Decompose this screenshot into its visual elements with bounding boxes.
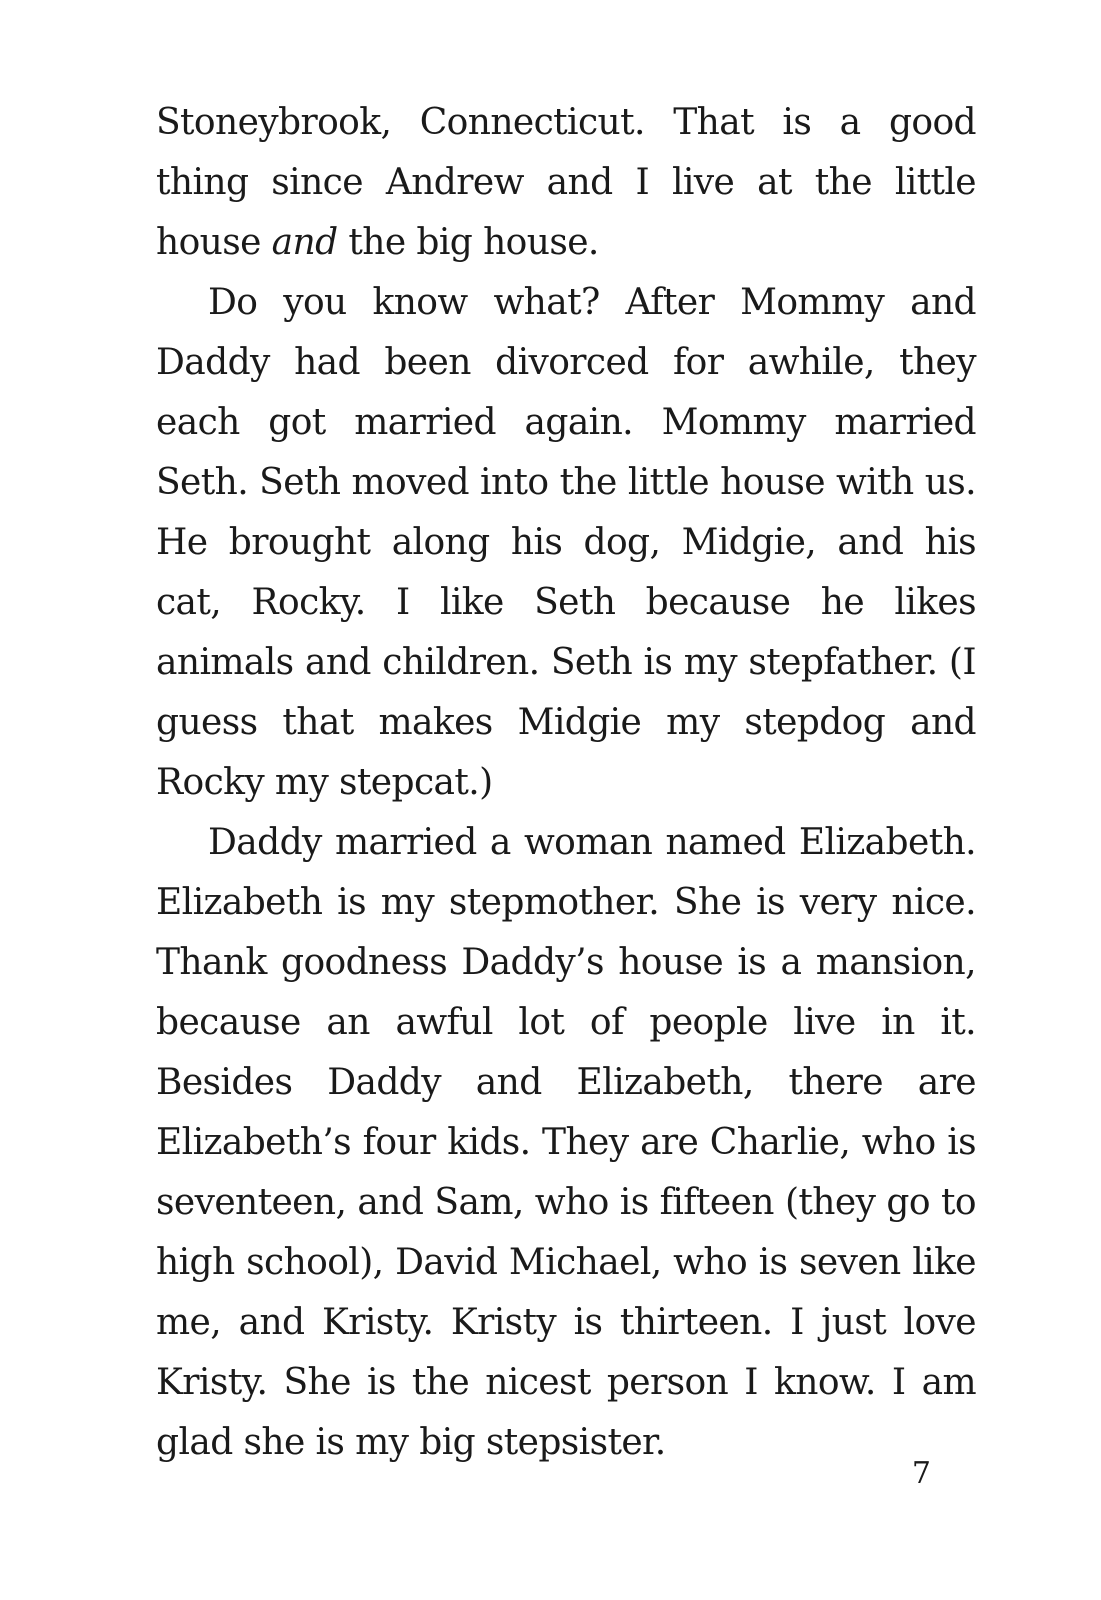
page-number: 7 — [911, 1456, 931, 1491]
paragraph-3: Daddy married a woman named Elizabeth. Elizabeth is my stepmother. She is very nice. Thank goodness Daddy’s house is a mansion, because an awful lot of people live in it. Besides Daddy and Elizabeth, there are Elizabeth’s four kids. They are Charlie, who is seventeen, and Sam, who is fifteen (they go to high school), David Michael, who is seven like me, and Kristy. Kristy is thirteen. I just love Kristy. She is the nicest person I know. I am glad she is my big stepsister. — [156, 822, 976, 1463]
emphasized-word: and — [271, 222, 338, 263]
paragraph-1-end: the big house. — [337, 222, 599, 263]
paragraph-2: Do you know what? After Mommy and Daddy had been divorced for awhile, they each got married again. Mommy married Seth. Seth moved into the little house with us. He brought along his dog, Midgie, and his cat, Rocky. I like Seth because he likes animals and children. Seth is my stepfather. (I guess that makes Midgie my stepdog and Rocky my stepcat.) — [156, 282, 976, 803]
body-text — [156, 93, 976, 1473]
paragraph-1 — [156, 93, 976, 273]
paragraph-1-start: Stoneybrook, Connecticut. That is a good thing since Andrew and I live at the little house — [156, 102, 976, 263]
